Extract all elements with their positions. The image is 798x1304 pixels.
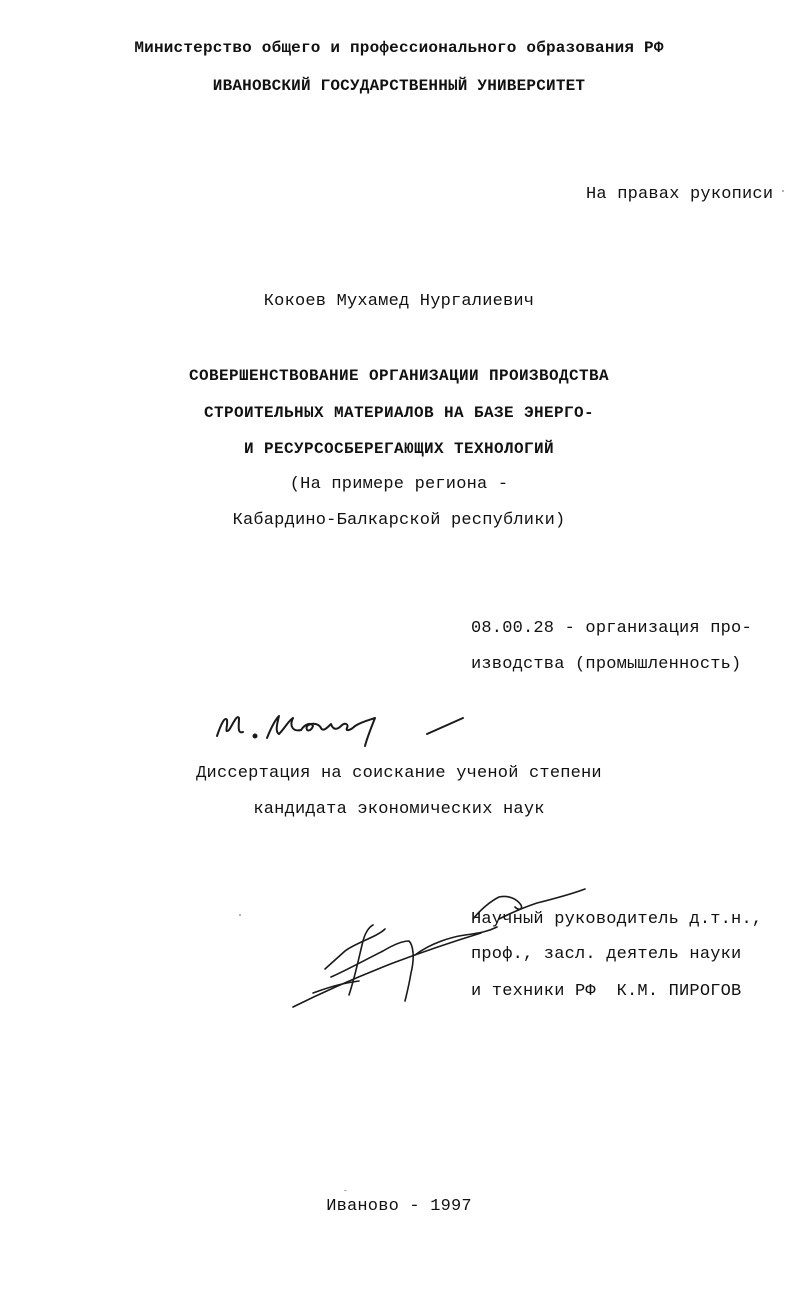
- supervisor-line-1: Научный руководитель д.т.н.,: [471, 910, 763, 929]
- supervisor-signature: [285, 885, 605, 1015]
- scan-speck: [344, 1190, 347, 1191]
- degree-line-1: Диссертация на соискание ученой степени: [196, 764, 602, 783]
- degree-line-2: кандидата экономических наук: [253, 800, 545, 819]
- supervisor-line-2: проф., засл. деятель науки: [471, 945, 742, 964]
- scan-speck: [239, 914, 241, 916]
- manuscript-note: На правах рукописи: [586, 185, 774, 204]
- specialty-line-1: 08.00.28 - организация про-: [471, 619, 752, 638]
- scan-speck: [782, 190, 784, 192]
- title-line-2: СТРОИТЕЛЬНЫХ МАТЕРИАЛОВ НА БАЗЕ ЭНЕРГО-: [203, 404, 595, 422]
- title-line-1: СОВЕРШЕНСТВОВАНИЕ ОРГАНИЗАЦИИ ПРОИЗВОДСТВА: [188, 367, 610, 385]
- author-signature: [205, 700, 475, 760]
- university-name: ИВАНОВСКИЙ ГОСУДАРСТВЕННЫЙ УНИВЕРСИТЕТ: [212, 77, 586, 95]
- title-line-3: И РЕСУРСОСБЕРЕГАЮЩИХ ТЕХНОЛОГИЙ: [243, 440, 555, 458]
- specialty-line-2: изводства (промышленность): [471, 655, 742, 674]
- place-year: Иваново - 1997: [326, 1197, 472, 1216]
- author-name: Кокоев Мухамед Нургалиевич: [263, 292, 535, 311]
- ministry-line: Министерство общего и профессионального образования РФ: [134, 39, 664, 57]
- title-line-4: (На примере региона -: [289, 475, 509, 494]
- supervisor-line-3: и техники РФ К.М. ПИРОГОВ: [471, 982, 742, 1001]
- title-line-5: Кабардино-Балкарской республики): [232, 511, 566, 530]
